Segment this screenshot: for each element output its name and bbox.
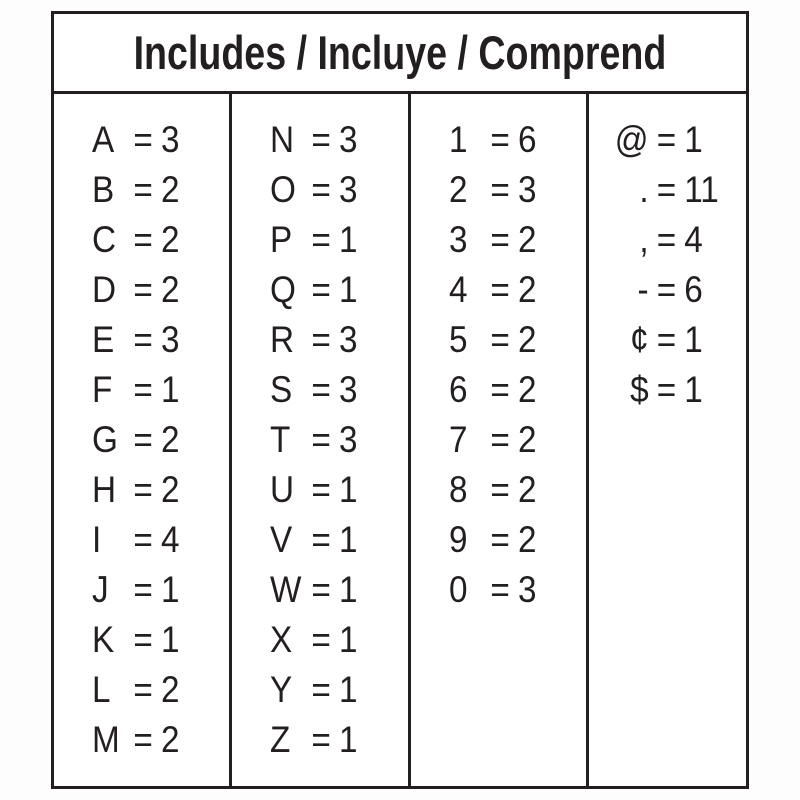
count-key: 0 (448, 569, 468, 610)
count-key: V (270, 519, 293, 560)
count-value: 3 (517, 169, 536, 210)
equals-sign: = (311, 369, 332, 410)
equals-sign: = (311, 319, 332, 360)
equals-sign: = (489, 569, 510, 610)
count-row (270, 115, 394, 165)
equals-sign: = (311, 719, 332, 760)
count-key: 6 (448, 369, 468, 410)
table-header (54, 14, 746, 94)
equals-sign: = (311, 519, 332, 560)
count-value: 1 (683, 319, 703, 360)
count-key: Y (270, 669, 293, 710)
equals-sign: = (489, 169, 510, 210)
count-key: @ (614, 119, 649, 160)
count-value: 4 (683, 219, 703, 260)
count-row (270, 515, 394, 565)
count-value: 1 (339, 469, 358, 510)
count-row (270, 365, 394, 415)
count-value: 3 (339, 419, 358, 460)
count-value: 3 (160, 119, 180, 160)
count-row (609, 165, 733, 215)
count-value: 1 (160, 619, 180, 660)
count-key: 2 (448, 169, 468, 210)
count-row (270, 265, 394, 315)
equals-sign: = (656, 119, 676, 160)
count-value: 1 (683, 119, 703, 160)
count-row (270, 565, 394, 615)
count-value: 3 (339, 319, 358, 360)
equals-sign: = (489, 419, 510, 460)
count-value: 6 (683, 269, 703, 310)
equals-sign: = (656, 269, 676, 310)
count-key: A (92, 119, 115, 160)
equals-sign: = (133, 719, 153, 760)
count-key: 4 (448, 269, 468, 310)
equals-sign: = (133, 319, 153, 360)
equals-sign: = (489, 369, 510, 410)
count-row (270, 215, 394, 265)
equals-sign: = (133, 569, 153, 610)
count-value: 2 (160, 719, 180, 760)
equals-sign: = (311, 619, 332, 660)
equals-sign: = (311, 419, 332, 460)
count-row (609, 115, 733, 165)
column-letters-a-m (54, 94, 232, 786)
count-value: 2 (517, 319, 536, 360)
count-value: 2 (160, 419, 180, 460)
count-key: K (92, 619, 115, 660)
count-row (92, 565, 216, 615)
column-symbols (589, 94, 746, 786)
count-value: 2 (160, 219, 180, 260)
count-key: D (92, 269, 117, 310)
count-value: 2 (517, 219, 536, 260)
count-row (270, 315, 394, 365)
count-key: 3 (448, 219, 468, 260)
count-value: 2 (517, 269, 536, 310)
count-value: 1 (339, 569, 358, 610)
count-row (92, 465, 216, 515)
equals-sign: = (133, 369, 153, 410)
count-key: T (270, 419, 291, 460)
count-row (92, 615, 216, 665)
count-value: 2 (517, 469, 536, 510)
table-title: Includes / Incluye / Comprend (133, 26, 667, 79)
equals-sign: = (133, 269, 153, 310)
count-row (449, 515, 573, 565)
count-key: 7 (448, 419, 468, 460)
equals-sign: = (311, 169, 332, 210)
count-row (270, 715, 394, 765)
count-row (92, 515, 216, 565)
equals-sign: = (489, 119, 510, 160)
count-key: 1 (448, 119, 468, 160)
count-value: 11 (683, 169, 719, 210)
count-row (449, 115, 573, 165)
equals-sign: = (133, 169, 153, 210)
count-value: 1 (339, 519, 358, 560)
count-value: 3 (339, 169, 358, 210)
count-value: 4 (160, 519, 180, 560)
count-value: 1 (339, 219, 358, 260)
equals-sign: = (489, 219, 510, 260)
count-value: 2 (517, 519, 536, 560)
equals-sign: = (311, 669, 332, 710)
equals-sign: = (489, 319, 510, 360)
count-row (92, 265, 216, 315)
count-row (609, 365, 733, 415)
count-key: N (270, 119, 295, 160)
count-value: 2 (517, 419, 536, 460)
count-row (449, 165, 573, 215)
equals-sign: = (133, 419, 153, 460)
count-row (92, 215, 216, 265)
count-key: E (92, 319, 115, 360)
equals-sign: = (133, 469, 153, 510)
count-key: . (639, 169, 649, 210)
count-key: L (92, 669, 111, 710)
count-key: - (637, 269, 649, 310)
count-row (92, 415, 216, 465)
count-row (449, 365, 573, 415)
count-value: 3 (517, 569, 536, 610)
equals-sign: = (311, 469, 332, 510)
count-key: B (92, 169, 115, 210)
count-key: 9 (448, 519, 468, 560)
count-value: 3 (160, 319, 180, 360)
count-row (609, 265, 733, 315)
count-key: , (639, 219, 649, 260)
count-key: ¢ (629, 319, 649, 360)
count-key: 5 (448, 319, 468, 360)
count-key: I (92, 519, 102, 560)
count-row (449, 565, 573, 615)
count-key: R (270, 319, 295, 360)
equals-sign: = (133, 119, 153, 160)
count-row (92, 665, 216, 715)
count-value: 1 (339, 269, 358, 310)
count-key: Q (270, 269, 297, 310)
count-value: 2 (160, 469, 180, 510)
count-value: 1 (339, 719, 358, 760)
count-key: M (92, 719, 120, 760)
equals-sign: = (656, 369, 676, 410)
count-key: X (270, 619, 293, 660)
count-value: 6 (517, 119, 536, 160)
count-row (270, 415, 394, 465)
equals-sign: = (311, 219, 332, 260)
equals-sign: = (311, 119, 332, 160)
equals-sign: = (489, 469, 510, 510)
count-row (609, 215, 733, 265)
equals-sign: = (311, 269, 332, 310)
column-letters-n-z (232, 94, 410, 786)
count-row (92, 115, 216, 165)
count-key: W (270, 569, 302, 610)
column-digits (411, 94, 589, 786)
equals-sign: = (133, 519, 153, 560)
equals-sign: = (656, 169, 676, 210)
count-value: 1 (339, 619, 358, 660)
count-row (449, 465, 573, 515)
equals-sign: = (133, 219, 153, 260)
count-key: G (92, 419, 118, 460)
equals-sign: = (489, 519, 510, 560)
count-value: 2 (160, 269, 180, 310)
count-row (92, 365, 216, 415)
count-key: Z (270, 719, 291, 760)
count-value: 3 (339, 119, 358, 160)
count-value: 2 (160, 669, 180, 710)
count-row (270, 665, 394, 715)
count-key: 8 (448, 469, 468, 510)
count-row (92, 165, 216, 215)
count-row (449, 215, 573, 265)
equals-sign: = (489, 269, 510, 310)
count-row (270, 465, 394, 515)
count-key: $ (629, 369, 649, 410)
equals-sign: = (656, 219, 676, 260)
count-key: U (270, 469, 295, 510)
count-row (609, 315, 733, 365)
count-key: O (270, 169, 297, 210)
count-key: P (270, 219, 293, 260)
count-key: F (92, 369, 113, 410)
count-key: S (270, 369, 293, 410)
count-key: J (92, 569, 109, 610)
count-row (449, 265, 573, 315)
equals-sign: = (133, 669, 153, 710)
count-row (270, 165, 394, 215)
count-key: C (92, 219, 117, 260)
table-body (54, 94, 746, 786)
count-value: 3 (339, 369, 358, 410)
count-row (92, 315, 216, 365)
count-key: H (92, 469, 117, 510)
equals-sign: = (311, 569, 332, 610)
count-value: 1 (160, 369, 180, 410)
count-value: 1 (160, 569, 180, 610)
equals-sign: = (133, 619, 153, 660)
character-count-table (51, 11, 749, 789)
count-row (449, 415, 573, 465)
count-value: 1 (339, 669, 358, 710)
count-value: 1 (683, 369, 703, 410)
count-row (449, 315, 573, 365)
count-value: 2 (517, 369, 536, 410)
count-row (270, 615, 394, 665)
count-row (92, 715, 216, 765)
count-value: 2 (160, 169, 180, 210)
equals-sign: = (656, 319, 676, 360)
